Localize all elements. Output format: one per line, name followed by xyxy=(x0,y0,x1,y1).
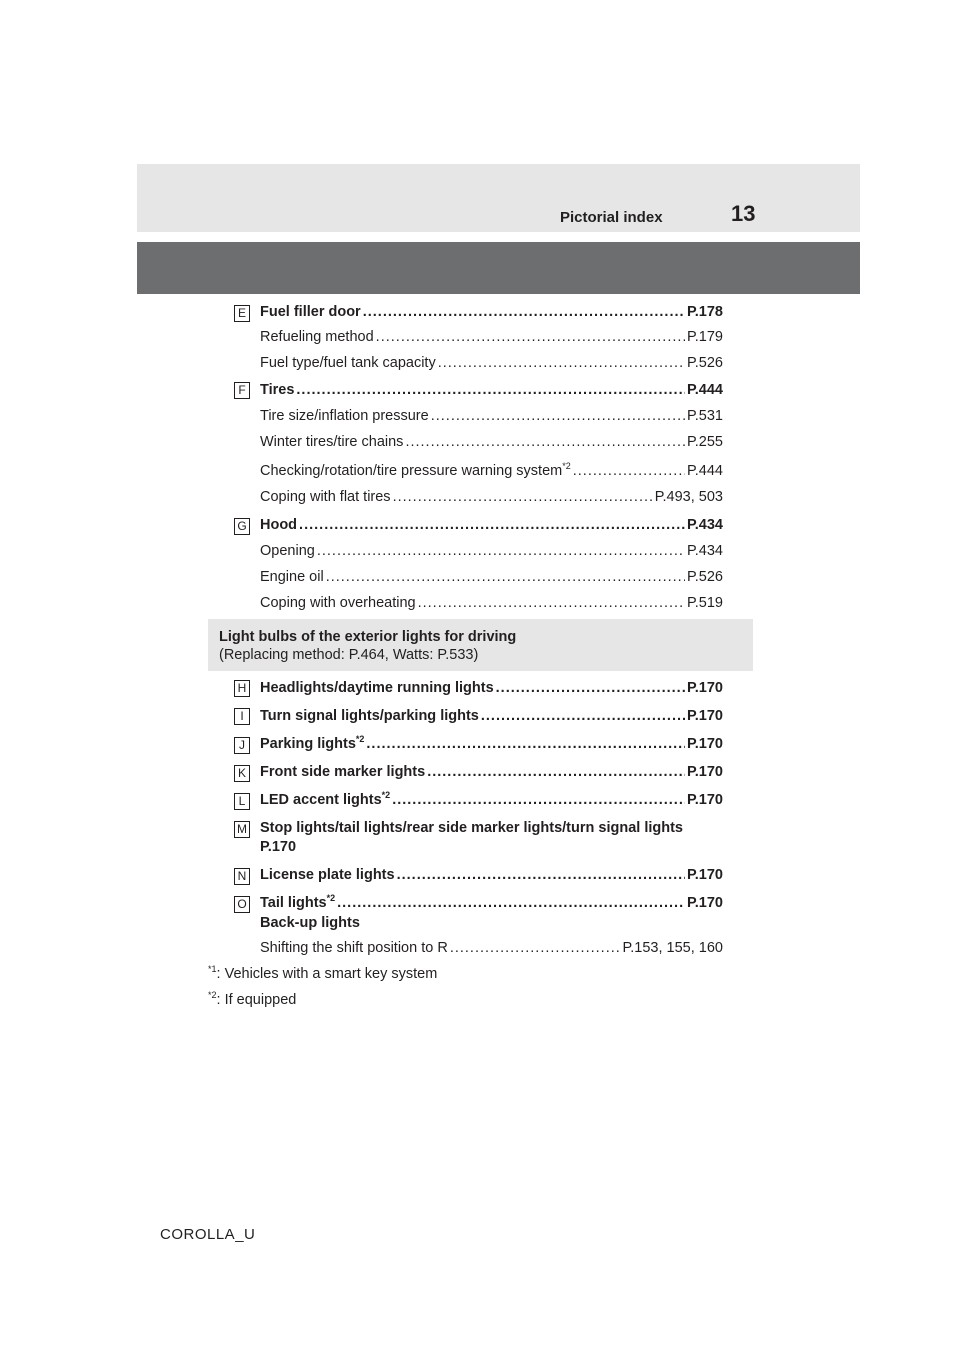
index-subentry: Opening ..... P.434 xyxy=(260,541,723,561)
index-entry-label: Back-up lights xyxy=(260,915,360,931)
index-entry: License plate lights ..... P.170 xyxy=(260,865,723,885)
footnote-ref: *2 xyxy=(326,893,336,903)
header-band xyxy=(137,242,860,294)
section-title: Light bulbs of the exterior lights for driving xyxy=(219,629,517,645)
index-subentry: Coping with overheating ..... P.519 xyxy=(260,593,723,613)
document-footer: COROLLA_U xyxy=(160,1226,256,1243)
callout-letter-e: E xyxy=(234,305,250,322)
callout-letter-n: N xyxy=(234,868,250,885)
index-entry: Hood ..... P.434 xyxy=(260,515,723,535)
index-entry: Front side marker lights ..... P.170 xyxy=(260,762,723,782)
section-subtitle: (Replacing method: P.464, Watts: P.533) xyxy=(219,647,479,663)
index-subentry: Engine oil ..... P.526 xyxy=(260,567,723,587)
index-entry: Tires ..... P.444 xyxy=(260,380,723,400)
index-entry: Turn signal lights/parking lights ..... P.170 xyxy=(260,706,723,726)
index-subentry: Shifting the shift position to R ..... P.153, 155, 160 xyxy=(260,938,723,958)
footnote: $^{*1}$: Vehicles with a smart key system xyxy=(208,964,438,982)
index-subentry: Checking/rotation/tire pressure warning system$^{*2}$ ..... P.444 xyxy=(260,461,723,481)
footnote-ref: *2 xyxy=(381,790,391,800)
page-number: 13 xyxy=(731,201,756,226)
index-subentry: Refueling method ..... P.179 xyxy=(260,327,723,347)
section-heading-box xyxy=(208,619,753,671)
index-subentry: Coping with flat tires ..... P.493, 503 xyxy=(260,487,723,507)
callout-letter-f: F xyxy=(234,382,250,399)
index-entry-label: Stop lights/tail lights/rear side marker lights/turn signal lights xyxy=(260,820,683,836)
index-subentry: Tire size/inflation pressure ..... P.531 xyxy=(260,406,723,426)
index-entry: Headlights/daytime running lights ..... P.170 xyxy=(260,678,723,698)
footnote: $^{*2}$: If equipped xyxy=(208,990,297,1008)
index-entry-page: P.170 xyxy=(260,839,297,855)
callout-letter-h: H xyxy=(234,680,250,697)
callout-letter-m: M xyxy=(234,821,250,838)
index-entry: Parking lights$^{*2}$ ..... P.170 xyxy=(260,734,723,754)
entry-label: Fuel filler door xyxy=(260,304,361,320)
entry-page: P.178 xyxy=(686,304,723,320)
index-entry: Tail lights$^{*2}$ ..... P.170 xyxy=(260,893,723,913)
callout-letter-g: G xyxy=(234,518,250,535)
callout-letter-i: I xyxy=(234,708,250,725)
callout-letter-o: O xyxy=(234,896,250,913)
index-subentry: Fuel type/fuel tank capacity ..... P.526 xyxy=(260,353,723,373)
index-subentry: Winter tires/tire chains ..... P.255 xyxy=(260,432,723,452)
footnote-ref: *2 xyxy=(355,734,365,744)
callout-letter-j: J xyxy=(234,737,250,754)
callout-letter-l: L xyxy=(234,793,250,810)
footnote-ref: *2 xyxy=(562,461,571,471)
page-section-title: Pictorial index xyxy=(560,209,663,226)
callout-letter-k: K xyxy=(234,765,250,782)
index-entry: LED accent lights$^{*2}$ ..... P.170 xyxy=(260,790,723,810)
index-entry xyxy=(260,302,723,322)
